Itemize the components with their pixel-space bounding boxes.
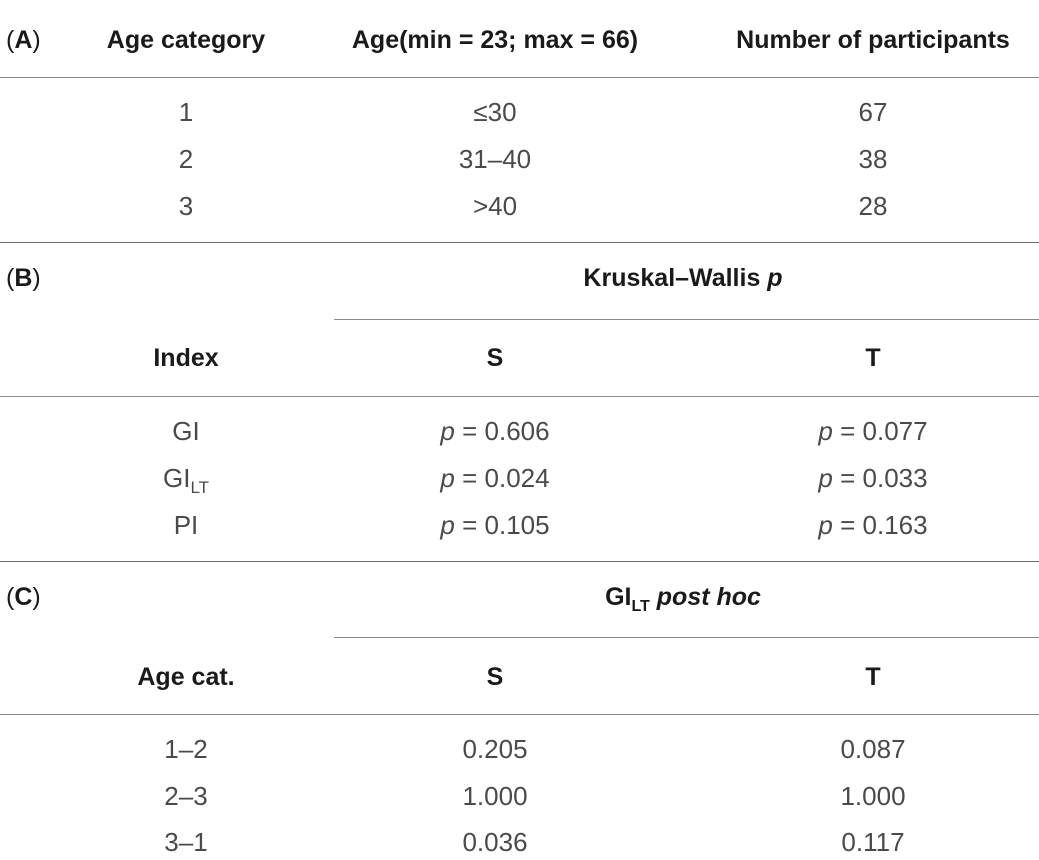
- p-value-cell: p = 0.163: [818, 510, 928, 540]
- header-t: T: [865, 663, 881, 691]
- table-cell: 0.036: [462, 827, 528, 857]
- p-value-cell: p = 0.606: [440, 416, 550, 446]
- panel-a-bottom-rule: [0, 242, 1039, 243]
- index-cell: GI: [172, 416, 200, 446]
- table-cell: 67: [858, 97, 888, 127]
- table-cell: 1–2: [164, 734, 208, 764]
- table-cell: 31–40: [458, 144, 532, 174]
- panel-b-header-rule: [0, 396, 1039, 397]
- post-hoc-span-rule: [334, 637, 1039, 638]
- header-s: S: [486, 663, 504, 691]
- panel-c-label: (C): [6, 583, 41, 611]
- header-number-participants: Number of participants: [736, 26, 1010, 54]
- table-cell: 0.087: [840, 734, 906, 764]
- kruskal-wallis-span-rule: [334, 319, 1039, 320]
- index-cell: $GI_{LT}$: [162, 463, 210, 497]
- header-s: S: [486, 344, 504, 372]
- table-cell: 2–3: [164, 781, 208, 811]
- table-cell: 0.117: [841, 827, 905, 857]
- table-cell: >40: [472, 191, 518, 221]
- panel-c-header-rule: [0, 714, 1039, 715]
- p-value-cell: p = 0.077: [818, 416, 928, 446]
- p-value-cell: p = 0.024: [440, 463, 550, 493]
- header-t: T: [865, 344, 881, 372]
- table-cell: 28: [858, 191, 888, 221]
- table-cell: 3: [178, 191, 194, 221]
- panel-b-label: (B): [6, 264, 41, 292]
- table-cell: 3–1: [164, 827, 208, 857]
- table-cell: 1.000: [462, 781, 528, 811]
- header-age-cat: Age cat.: [137, 663, 235, 691]
- panel-b-bottom-rule: [0, 561, 1039, 562]
- header-age-category: Age category: [106, 26, 266, 54]
- panel-a-label: (A): [6, 26, 41, 54]
- table-cell: ≤30: [473, 97, 517, 127]
- index-cell: PI: [173, 510, 199, 540]
- panel-a-header-rule: [0, 77, 1039, 78]
- table-cell: 0.205: [462, 734, 528, 764]
- post-hoc-title: $GI_{LT}$ post hoc: [605, 583, 761, 615]
- table-cell: 1: [178, 97, 194, 127]
- kruskal-wallis-title: Kruskal–Wallis p: [583, 264, 783, 292]
- p-value-cell: p = 0.033: [818, 463, 928, 493]
- table-cell: 38: [858, 144, 888, 174]
- header-age-range: Age(min = 23; max = 66): [351, 26, 639, 54]
- table-cell: 2: [178, 144, 194, 174]
- table-cell: 1.000: [840, 781, 906, 811]
- header-index: Index: [153, 344, 219, 372]
- p-value-cell: p = 0.105: [440, 510, 550, 540]
